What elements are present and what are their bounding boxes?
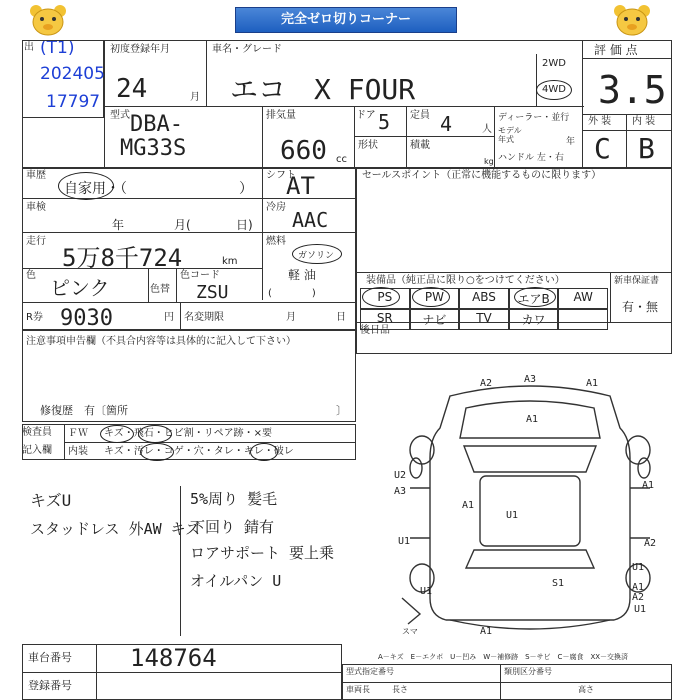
note-left-2: スタッドレス 外AW キズ bbox=[30, 520, 201, 538]
model-year-unit: 年 bbox=[566, 137, 576, 147]
note-right-1: 5%周り 髪毛 bbox=[190, 490, 278, 508]
banner-title: 完全ゼロ切りコーナー bbox=[235, 7, 457, 33]
shift-value: AT bbox=[286, 172, 315, 200]
equip-tv: TV bbox=[459, 309, 509, 330]
mark-u2-left: U2 bbox=[394, 470, 407, 481]
equipment-label: 装備品（純正品に限り○をつけてください） bbox=[366, 275, 565, 286]
mark-u1-right-rear: U1 bbox=[632, 562, 645, 573]
ds-label: 出 bbox=[24, 42, 34, 53]
mark-s1-rear: S1 bbox=[552, 578, 565, 589]
capacity-label: 定員 bbox=[410, 110, 430, 121]
entry-label: 記入欄 bbox=[22, 445, 52, 456]
equip-airbag: エアB bbox=[509, 288, 559, 309]
km-label: km bbox=[222, 256, 238, 267]
reg-no-label: 登録番号 bbox=[28, 679, 72, 692]
mark-a1-rear-bumper: A1 bbox=[480, 626, 493, 637]
mark-u1-right-bottom: U1 bbox=[634, 604, 647, 615]
displacement-label: 排気量 bbox=[266, 110, 296, 121]
doors-label: ドア bbox=[356, 110, 376, 121]
name-change-label: 名変期限 bbox=[184, 312, 224, 323]
color-code-value: ZSU bbox=[196, 282, 229, 303]
lot-number: 17797 bbox=[46, 92, 101, 112]
bear-logo-right-icon bbox=[612, 3, 652, 37]
fw-label: ＦＷ bbox=[68, 428, 88, 439]
color-value: ピンク bbox=[50, 276, 110, 300]
4wd-label: 4WD bbox=[542, 84, 566, 95]
model-name-value: エコ X FOUR bbox=[230, 73, 416, 106]
type-designation-label: 型式指定番号 bbox=[346, 667, 394, 676]
note-right-3: ロアサポート 要上乗 bbox=[190, 544, 335, 562]
usage-circle-mark bbox=[58, 172, 114, 200]
mark-a3-left: A3 bbox=[394, 486, 407, 497]
repair-label: 修復歴 有〔箇所 bbox=[40, 404, 128, 417]
4wd-circle-mark bbox=[536, 80, 572, 100]
mark-u1-left-rear: U1 bbox=[398, 536, 411, 547]
repair-close: 〕 bbox=[336, 404, 347, 417]
capacity-value: 4 bbox=[440, 112, 453, 136]
mark-u1-roof: U1 bbox=[506, 510, 519, 521]
model-name-label: 車名・グレード bbox=[212, 44, 282, 55]
damage-legend: A－キズ E－エクボ U－凹み W－補修跡 S－サビ C－腐食 XX－交換済 bbox=[378, 653, 629, 661]
lot-date: 202405 bbox=[40, 64, 105, 84]
equip-ps: PS bbox=[360, 288, 410, 309]
first-reg-year: 24 bbox=[116, 74, 148, 104]
notes-label: 注意事項申告欄（不具合内容等は具体的に記入して下さい） bbox=[26, 336, 296, 347]
mark-a1-right-bottom: A1 bbox=[632, 582, 645, 593]
new-warranty-label: 新車保証書 bbox=[614, 276, 660, 286]
class-no-label: 類別区分番号 bbox=[504, 667, 552, 676]
lot-code: (T1) bbox=[40, 38, 75, 58]
handle-label: ハンドル 左・右 bbox=[498, 153, 564, 163]
equip-sr: SR bbox=[360, 309, 410, 330]
interior-grade: B bbox=[638, 132, 655, 165]
note-right-4: オイルパン U bbox=[190, 572, 282, 590]
fuel-paren: ( ) bbox=[268, 288, 316, 299]
person-label: 人 bbox=[482, 124, 492, 135]
insp-year-label: 年 bbox=[112, 218, 125, 232]
first-reg-label: 初度登録年月 bbox=[110, 44, 170, 55]
mark-a1-left-door: A1 bbox=[462, 500, 475, 511]
pw-circle-mark bbox=[412, 287, 450, 307]
fuel-gas-label: ガソリン bbox=[298, 251, 335, 261]
cc-label: cc bbox=[336, 154, 347, 165]
equip-navi: ナビ bbox=[410, 309, 460, 330]
displacement-value: 660 bbox=[280, 136, 327, 166]
mark-a1-hood: A1 bbox=[526, 414, 539, 425]
color-label: 色 bbox=[26, 270, 36, 281]
exterior-label: 外 装 bbox=[588, 116, 612, 127]
name-change-day: 日 bbox=[336, 312, 346, 323]
first-reg-month-unit: 月 bbox=[190, 92, 200, 103]
name-change-month: 月 bbox=[286, 312, 296, 323]
inspector-label: 検査員 bbox=[22, 427, 52, 438]
eval-label: 評 価 点 bbox=[594, 43, 638, 57]
fw-items: キズ・飛石・ヒビ割・リペア跡・×要 bbox=[104, 428, 272, 439]
mark-a2-right-bottom: A2 bbox=[632, 592, 645, 603]
shift-label: シフト bbox=[266, 170, 296, 181]
mark-a1-top-right: A1 bbox=[586, 378, 599, 389]
airbag-circle-mark bbox=[514, 287, 556, 307]
eval-score: 3.5 bbox=[598, 68, 667, 112]
interior-label: 内 装 bbox=[632, 116, 656, 127]
insp-month-label: 月( bbox=[174, 218, 191, 232]
note-right-2: 下回り 錆有 bbox=[190, 518, 275, 536]
fw-scratch-circle-mark bbox=[100, 425, 134, 443]
fuel-gas-circle-mark bbox=[292, 244, 342, 264]
post-fit-label: 後日品 bbox=[360, 325, 390, 336]
kg-label: kg bbox=[484, 157, 494, 166]
cooling-label: 冷房 bbox=[266, 202, 286, 213]
mark-a1-right-front: A1 bbox=[642, 480, 655, 491]
shape-label: 形状 bbox=[358, 140, 378, 151]
equip-pw: PW bbox=[410, 288, 460, 309]
vehicle-size-label: 車両長 bbox=[346, 685, 370, 694]
mileage-value: 5万8千724 bbox=[62, 244, 183, 272]
car-damage-diagram bbox=[380, 368, 680, 648]
bear-logo-left-icon bbox=[28, 3, 68, 37]
usage-label: 車歴 bbox=[26, 170, 46, 181]
yen-label: 円 bbox=[164, 312, 174, 323]
mark-a3-top: A3 bbox=[524, 374, 537, 385]
warranty-yn: 有・無 bbox=[622, 300, 659, 314]
insp-day-label: 日) bbox=[236, 218, 253, 232]
chassis-no-value: 148764 bbox=[130, 644, 217, 672]
equip-empty bbox=[558, 309, 608, 330]
int-dirt-circle-mark bbox=[140, 443, 174, 461]
model-code-label: 型式 bbox=[110, 110, 130, 121]
equip-leather: カワ bbox=[509, 309, 559, 330]
r-ticket-label: R券 bbox=[26, 312, 43, 323]
2wd-label: 2WD bbox=[542, 58, 566, 69]
usage-options: 自家用・（ ） bbox=[64, 181, 253, 197]
color-change-label: 色替 bbox=[150, 284, 170, 295]
chassis-no-label: 車台番号 bbox=[28, 651, 72, 664]
int-sag-circle-mark bbox=[250, 443, 278, 461]
doors-value: 5 bbox=[378, 110, 391, 134]
length-label: 長さ bbox=[392, 685, 408, 694]
mark-a2-right: A2 bbox=[644, 538, 657, 549]
suma-label: スマ bbox=[402, 627, 418, 636]
fuel-label: 燃料 bbox=[266, 236, 286, 247]
note-left-1: キズU bbox=[30, 491, 72, 510]
model-year-label: モデル年式 bbox=[498, 126, 522, 144]
color-code-label: 色コード bbox=[180, 270, 220, 281]
ps-circle-mark bbox=[362, 287, 400, 307]
height-label: 高さ bbox=[578, 685, 594, 694]
load-label: 積載 bbox=[410, 140, 430, 151]
mark-u1-left-bottom: U1 bbox=[420, 586, 433, 597]
inspection-label: 車検 bbox=[26, 202, 46, 213]
model-code-1: DBA- bbox=[130, 112, 183, 137]
fuel-diesel-label: 軽 油 bbox=[288, 268, 316, 282]
cooling-value: AAC bbox=[292, 208, 329, 232]
dealer-label: ディーラー・並行 bbox=[498, 113, 570, 123]
model-code-2: MG33S bbox=[120, 136, 187, 161]
equip-abs: ABS bbox=[459, 288, 509, 309]
fw-chip-circle-mark bbox=[138, 425, 172, 443]
exterior-grade: C bbox=[594, 132, 611, 165]
mileage-label: 走行 bbox=[26, 236, 46, 247]
sales-point-label: セールスポイント（正常に機能するものに限ります） bbox=[362, 170, 602, 181]
int-items: キズ・汚レ・コゲ・穴・タレ・キレ・破レ bbox=[104, 446, 294, 457]
int-label: 内装 bbox=[68, 446, 88, 457]
r-ticket-value: 9030 bbox=[60, 306, 113, 331]
equip-aw: AW bbox=[558, 288, 608, 309]
mark-a2-top: A2 bbox=[480, 378, 493, 389]
